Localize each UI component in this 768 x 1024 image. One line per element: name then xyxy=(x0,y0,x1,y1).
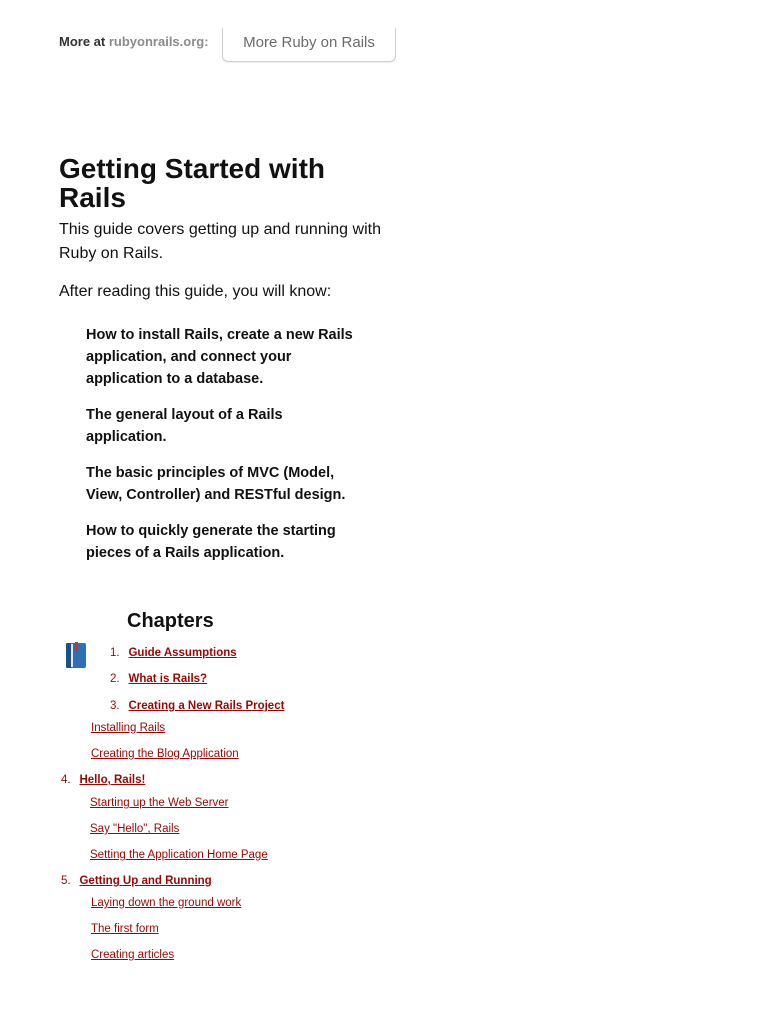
learning-item: How to install Rails, create a new Rails application, and connect your application to a database. xyxy=(86,327,353,387)
toc-link-say-hello[interactable]: Say "Hello", Rails xyxy=(90,823,180,835)
toc-link-guide-assumptions[interactable]: Guide Assumptions xyxy=(128,647,237,659)
toc-link-getting-up-running[interactable]: Getting Up and Running xyxy=(79,875,212,887)
toc-link-ground-work[interactable]: Laying down the ground work xyxy=(91,897,242,909)
page-title: Getting Started with Rails xyxy=(59,153,325,213)
toc-link-creating-new-project[interactable]: Creating a New Rails Project xyxy=(128,700,285,712)
toc-subitem xyxy=(90,793,229,811)
toc-link-installing-rails[interactable]: Installing Rails xyxy=(91,722,166,734)
toc-item: 2. What is Rails? xyxy=(110,673,208,685)
book-icon xyxy=(61,640,91,670)
learning-item: How to quickly generate the starting pieces of a Rails application. xyxy=(86,523,336,561)
chapters-heading: Chapters xyxy=(127,610,214,632)
toc-link-home-page[interactable]: Setting the Application Home Page xyxy=(90,849,268,861)
toc-subitem xyxy=(91,744,239,762)
more-at-label xyxy=(59,34,209,49)
after-reading-text: After reading this guide, you will know: xyxy=(59,283,332,300)
toc-subitem xyxy=(91,919,159,937)
toc-link-first-form[interactable]: The first form xyxy=(91,923,159,935)
toc-link-starting-web-server[interactable]: Starting up the Web Server xyxy=(90,797,229,809)
toc-link-creating-articles[interactable]: Creating articles xyxy=(91,949,175,961)
more-ruby-on-rails-button[interactable]: More Ruby on Rails xyxy=(222,28,396,62)
toc-subitem xyxy=(90,845,268,863)
more-at-text: More at xyxy=(59,34,106,49)
toc-item: 4. Hello, Rails! xyxy=(61,774,146,786)
guide-intro: This guide covers getting up and running with Ruby on Rails. xyxy=(59,221,381,262)
toc-link-hello-rails[interactable]: Hello, Rails! xyxy=(79,774,146,786)
site-link[interactable]: rubyonrails.org: xyxy=(108,34,209,49)
learnings-list xyxy=(86,324,366,578)
toc-subitem xyxy=(91,893,241,911)
learning-item: The general layout of a Rails application. xyxy=(86,407,283,445)
toc-item: 5. Getting Up and Running xyxy=(61,875,212,887)
toc-link-what-is-rails[interactable]: What is Rails? xyxy=(128,673,208,685)
toc-subitem xyxy=(91,945,174,963)
toc-subitem xyxy=(90,819,179,837)
toc-item: 3. Creating a New Rails Project xyxy=(110,700,285,712)
toc-item: 1. Guide Assumptions xyxy=(110,647,237,659)
toc-subitem xyxy=(91,718,165,736)
toc-link-creating-blog[interactable]: Creating the Blog Application xyxy=(91,748,239,760)
learning-item: The basic principles of MVC (Model, View, Controller) and RESTful design. xyxy=(86,465,346,503)
